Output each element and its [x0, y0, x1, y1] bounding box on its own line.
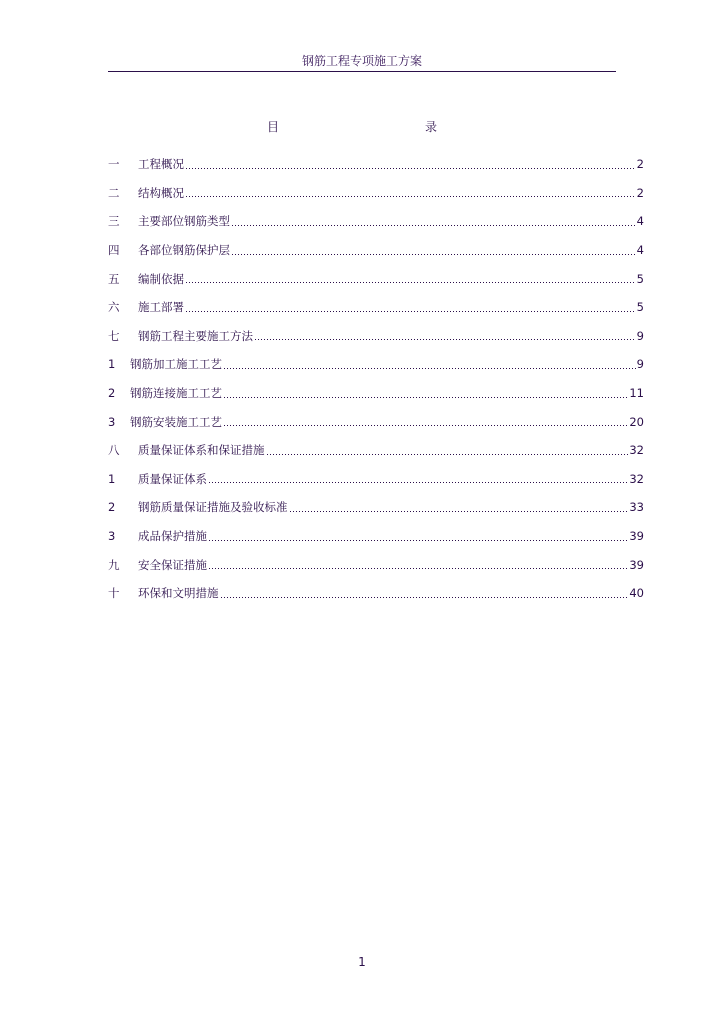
toc-entry[interactable] — [108, 465, 644, 494]
toc-entry-label: 编制依据 — [138, 271, 184, 286]
toc-dot-leader — [289, 511, 629, 512]
toc-dot-leader — [220, 597, 629, 598]
toc-entry-label: 主要部位钢筋类型 — [138, 214, 230, 229]
toc-entry[interactable] — [108, 293, 644, 322]
page-header-title: 钢筋工程专项施工方案 — [301, 54, 422, 68]
toc-entry[interactable] — [108, 264, 644, 293]
toc-entry[interactable] — [108, 436, 644, 465]
toc-entry-page: 33 — [629, 500, 644, 515]
toc-entry[interactable] — [108, 179, 644, 208]
toc-entry-page: 4 — [636, 243, 644, 258]
toc-entry-number: 四 — [108, 243, 120, 258]
toc-entry-label: 成品保护措施 — [138, 529, 207, 544]
toc-dot-leader — [185, 282, 636, 283]
toc-dot-leader — [208, 568, 628, 569]
toc-entry[interactable] — [108, 207, 644, 236]
toc-entry-page: 5 — [636, 300, 644, 315]
toc-entry[interactable] — [108, 550, 644, 579]
toc-entry-label: 质量保证体系 — [138, 471, 207, 486]
toc-entry-number: 六 — [108, 300, 120, 315]
toc-dot-leader — [223, 425, 628, 426]
toc-entry-label: 钢筋工程主要施工方法 — [138, 328, 253, 343]
toc-dot-leader — [231, 254, 636, 255]
toc-entry-label: 钢筋质量保证措施及验收标准 — [138, 500, 288, 515]
toc-dot-leader — [223, 397, 628, 398]
toc-entry-number: 十 — [108, 586, 120, 601]
toc-entry-page: 32 — [629, 471, 644, 486]
toc-entry-page: 32 — [629, 443, 644, 458]
toc-entry-number: 3 — [108, 529, 116, 544]
toc-dot-leader — [185, 311, 636, 312]
toc-entry-label: 质量保证体系和保证措施 — [138, 443, 265, 458]
toc-entry-number: 1 — [108, 471, 116, 486]
toc-entry-number: 1 — [108, 357, 116, 372]
toc-entry-number: 2 — [108, 386, 116, 401]
toc-entry-page: 39 — [629, 557, 644, 572]
toc-entry-label: 结构概况 — [138, 185, 184, 200]
toc-dot-leader — [185, 168, 636, 169]
toc-title-char-2: 录 — [425, 120, 438, 134]
toc-entry[interactable] — [108, 379, 644, 408]
toc-entry-number: 二 — [108, 185, 120, 200]
toc-dot-leader — [254, 339, 636, 340]
toc-dot-leader — [185, 196, 636, 197]
header-rule — [108, 71, 616, 72]
toc-entry-label: 钢筋加工施工工艺 — [130, 357, 222, 372]
toc-entry-number: 七 — [108, 328, 120, 343]
toc-entry-number: 3 — [108, 414, 116, 429]
toc-entry-label: 工程概况 — [138, 157, 184, 172]
toc-entry-label: 钢筋连接施工工艺 — [130, 386, 222, 401]
toc-dot-leader — [223, 368, 636, 369]
toc-entry[interactable] — [108, 493, 644, 522]
toc-entry-number: 五 — [108, 271, 120, 286]
toc-entry-page: 9 — [636, 328, 644, 343]
toc-dot-leader — [208, 482, 628, 483]
toc-entry[interactable] — [108, 150, 644, 179]
toc-entry-page: 5 — [636, 271, 644, 286]
toc-entry-label: 环保和文明措施 — [138, 586, 219, 601]
toc-entry[interactable] — [108, 407, 644, 436]
table-of-contents — [108, 150, 644, 608]
toc-entry-page: 11 — [629, 386, 644, 401]
toc-entry[interactable] — [108, 522, 644, 551]
toc-entry-label: 钢筋安装施工工艺 — [130, 414, 222, 429]
toc-entry-page: 39 — [629, 529, 644, 544]
toc-dot-leader — [208, 540, 628, 541]
toc-entry-number: 八 — [108, 443, 120, 458]
toc-title — [0, 118, 724, 136]
toc-entry-page: 2 — [636, 157, 644, 172]
toc-title-char-1: 目 — [267, 120, 280, 134]
toc-dot-leader — [266, 454, 629, 455]
toc-entry-number: 三 — [108, 214, 120, 229]
page-number: 1 — [358, 955, 366, 969]
toc-entry[interactable] — [108, 322, 644, 351]
toc-entry-number: 九 — [108, 557, 120, 572]
toc-entry-number: 2 — [108, 500, 116, 515]
toc-entry-page: 2 — [636, 185, 644, 200]
toc-entry[interactable] — [108, 236, 644, 265]
toc-entry-label: 各部位钢筋保护层 — [138, 243, 230, 258]
toc-entry-page: 40 — [629, 586, 644, 601]
toc-entry-page: 9 — [636, 357, 644, 372]
toc-entry-label: 施工部署 — [138, 300, 184, 315]
toc-entry-page: 20 — [629, 414, 644, 429]
toc-dot-leader — [231, 225, 636, 226]
toc-entry-page: 4 — [636, 214, 644, 229]
toc-entry[interactable] — [108, 579, 644, 608]
toc-entry[interactable] — [108, 350, 644, 379]
toc-entry-label: 安全保证措施 — [138, 557, 207, 572]
toc-entry-number: 一 — [108, 157, 120, 172]
